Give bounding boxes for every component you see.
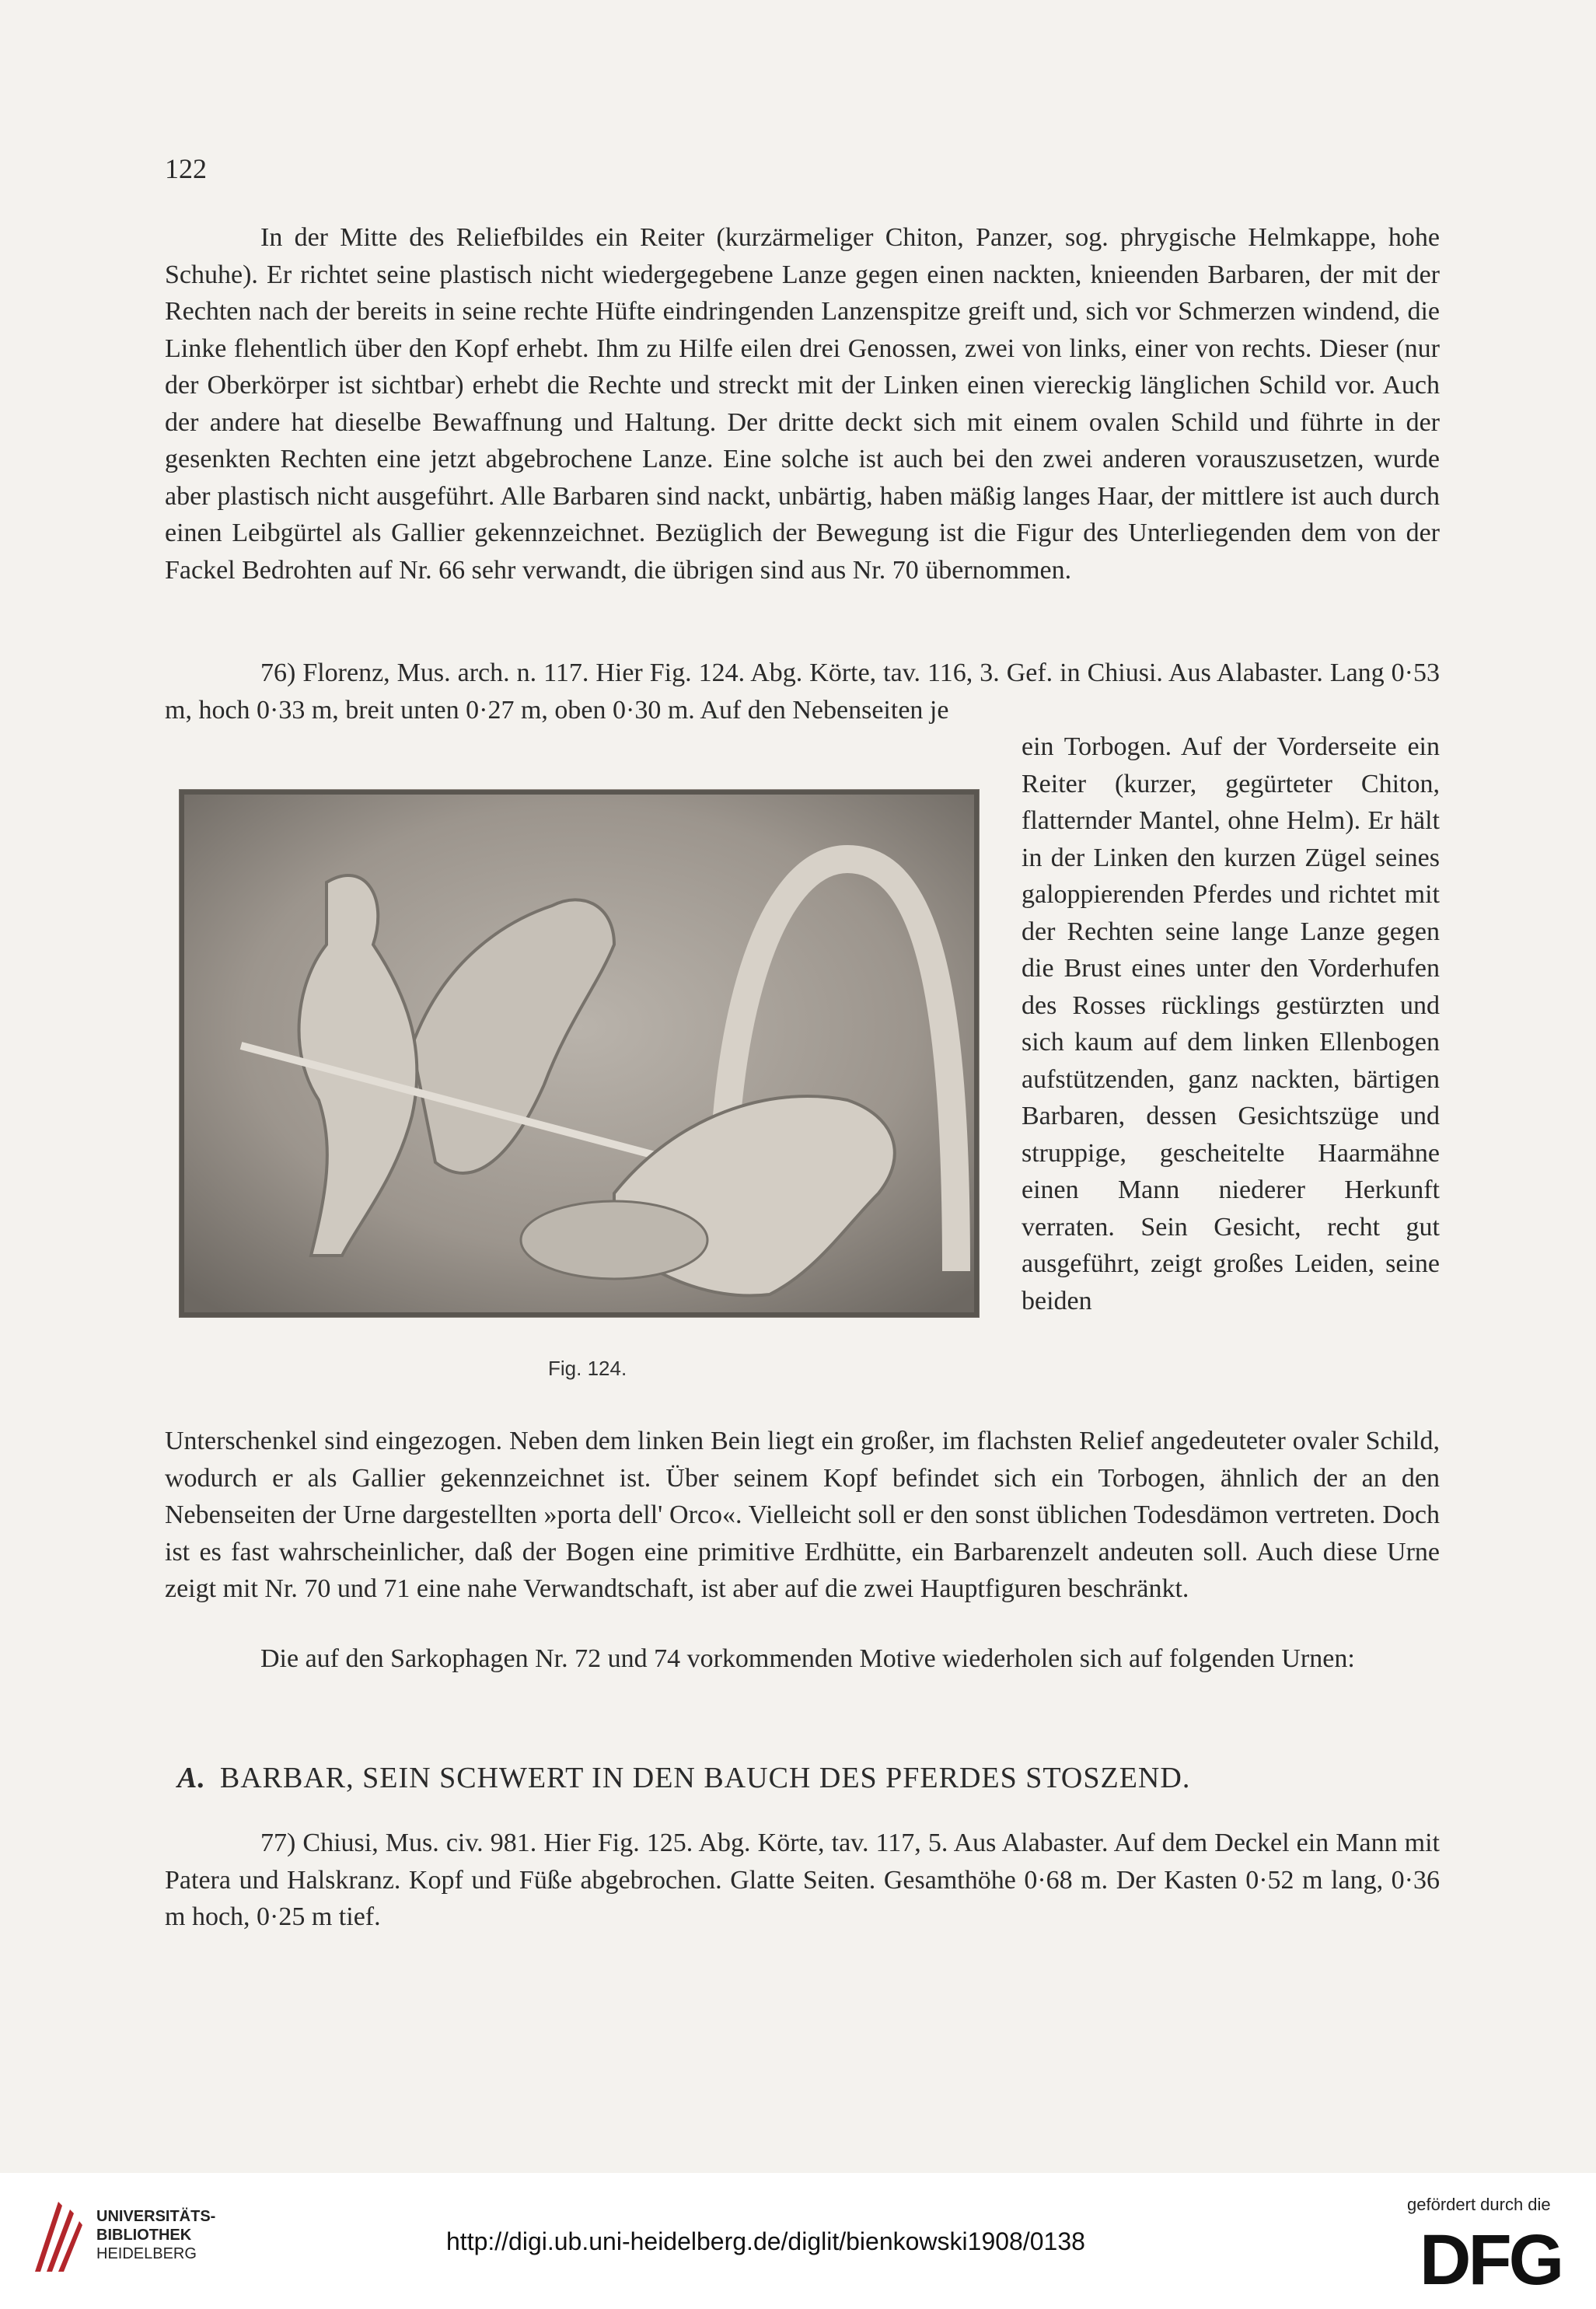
paragraph-text: Die auf den Sarkophagen Nr. 72 und 74 vorkommenden Motive wiederholen sich auf folgenden Urnen: [260, 1644, 1355, 1673]
relief-illustration [179, 789, 980, 1318]
paragraph-entry-76-wrapped [1022, 728, 1440, 1319]
paragraph-text: ein Torbogen. Auf der Vorderseite ein Reiter (kurzer, gegürteter Chiton, flatternder Mantel, ohne Helm). Er hält in der Linken den kurzen Zügel seines galoppierenden Pferdes und richtet mit der Rechten seine lange Lanze gegen die Brust eines unter den Vorderhufen des Rosses rücklings gestürzten und sich kaum auf dem linken Ellenbogen aufstützenden, ganz nackten, bärtigen Barbaren, dessen Gesichtszüge und struppige, gescheitelte Haarmähne einen Mann niederer Herkunft verraten. Sein Gesicht, recht gut ausgeführt, zeigt großes Leiden, seine beiden [1022, 732, 1440, 1315]
source-url-link[interactable]: http://digi.ub.uni-heidelberg.de/diglit/bienkowski1908/0138 [446, 2227, 1085, 2255]
relief-shield [521, 1201, 707, 1279]
funding-credit: gefördert durch die [1407, 2195, 1551, 2214]
ub-line-2: BIBLIOTHEK [96, 2227, 192, 2244]
section-title: BARBAR, SEIN SCHWERT IN DEN BAUCH DES PFERDES STOSZEND. [219, 1762, 1191, 1794]
paragraph-motive-intro [165, 1640, 1440, 1678]
figure-caption: Fig. 124. [548, 1357, 627, 1380]
section-heading [177, 1761, 1452, 1795]
paragraph-text: In der Mitte des Reliefbildes ein Reiter (kurzärmeliger Chiton, Panzer, sog. phrygische Helmkappe, hohe Schuhe). Er richtet seine plastisch nicht wiedergegebene Lanze gegen einen nackten, knieenden Barbaren, der mit der Rechten nach der bereits in seine rechte Hüfte eindringenden Lanzenspitze greift und, sich vor Schmerzen windend, die Linke flehentlich über den Kopf erhebt. Ihm zu Hilfe eilen drei Genossen, zwei von links, einer von rechts. Dieser (nur der Oberkörper ist sichtbar) erhebt die Rechte und streckt mit der Linken einen viereckig länglichen Schild vor. Auch der andere hat dieselbe Bewaffnung und Haltung. Der dritte deckt sich mit einem ovalen Schild und führte in der gesenkten Rechten eine jetzt abgebrochene Lanze. Eine solche ist auch bei den zwei anderen vorauszusetzen, wurde aber plastisch nicht ausgeführt. Alle Barbaren sind nackt, unbärtig, haben mäßig langes Haar, der mittlere ist auch durch einen Leibgürtel als Gallier gekennzeichnet. Bezüglich der Bewegung ist die Figur des Unterliegenden dem von der Fackel Bedrohten auf Nr. 66 sehr verwandt, die übrigen sind aus Nr. 70 übernommen. [165, 223, 1440, 585]
page-number: 122 [165, 153, 207, 184]
ub-line-3: HEIDELBERG [96, 2245, 197, 2262]
section-marker: A. [177, 1762, 206, 1794]
paragraph-relief-description [165, 219, 1440, 589]
paragraph-entry-76 [165, 655, 1440, 728]
paragraph-text: Unterschenkel sind eingezogen. Neben dem linken Bein liegt ein großer, im flachsten Relief angedeuteter ovaler Schild, wodurch er als Gallier gekennzeichnet ist. Über seinem Kopf befindet sich ein Torbogen, ähnlich der an den Nebenseiten der Urne dargestellten »porta dell' Orco«. Vielleicht soll er den sonst üblichen Todesdämon vertreten. Doch ist es fast wahrscheinlicher, daß der Bogen eine primitive Erdhütte, ein Barbarenzelt andeuten soll. Auch diese Urne zeigt mit Nr. 70 und 71 eine nahe Verwandtschaft, ist aber auf die zwei Hauptfiguren beschränkt. [165, 1427, 1440, 1603]
relief-figure-image [179, 789, 980, 1318]
paragraph-entry-77 [165, 1825, 1440, 1936]
university-library-name [96, 2207, 215, 2263]
paragraph-gallier-description [165, 1423, 1440, 1608]
ub-line-1: UNIVERSITÄTS- [96, 2208, 216, 2225]
footer-bar [0, 2173, 1596, 2309]
paragraph-text: 77) Chiusi, Mus. civ. 981. Hier Fig. 125. Abg. Körte, tav. 117, 5. Aus Alabaster. Auf dem Deckel ein Mann mit Patera und Halskranz. Kopf und Füße abgebrochen. Glatte Seiten. Gesamthöhe 0·68 m. Der Kasten 0·52 m lang, 0·36 m hoch, 0·25 m tief. [165, 1829, 1440, 1931]
dfg-logo: DFG [1420, 2220, 1562, 2300]
university-library-logo-icon [31, 2198, 86, 2276]
paragraph-text: 76) Florenz, Mus. arch. n. 117. Hier Fig. 124. Abg. Körte, tav. 116, 3. Gef. in Chiusi. Aus Alabaster. Lang 0·53 m, hoch 0·33 m, breit unten 0·27 m, oben 0·30 m. Auf den Nebenseiten je [165, 658, 1440, 725]
